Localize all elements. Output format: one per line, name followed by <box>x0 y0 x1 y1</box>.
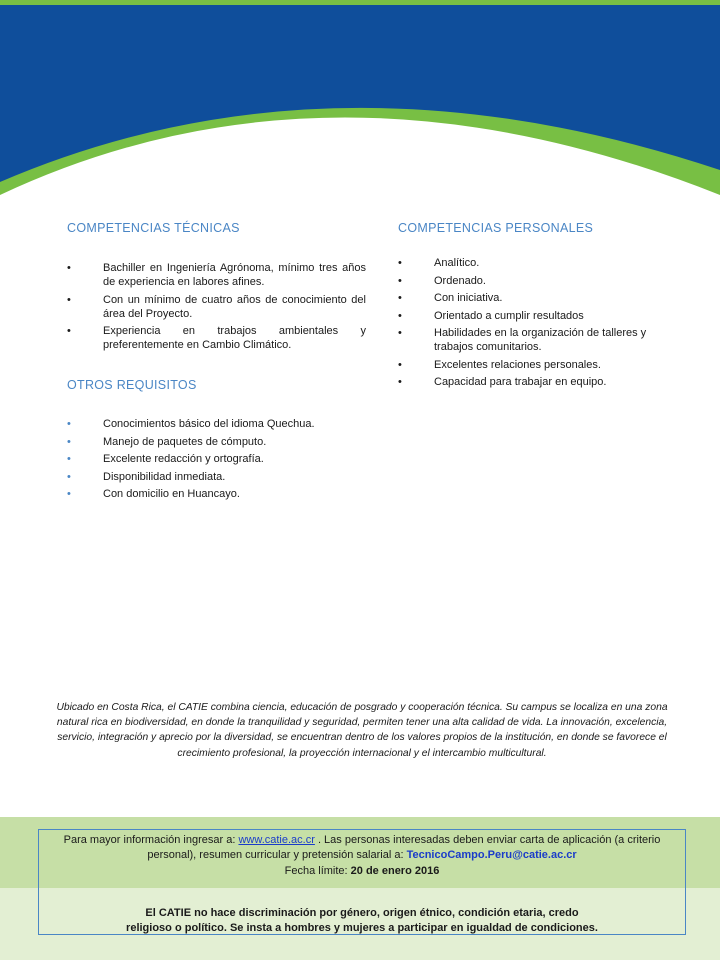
list-item: • Bachiller en Ingeniería Agrónoma, mínimo tres años de experiencia en labores afines. <box>67 262 366 288</box>
list-item: • Experiencia en trabajos ambientales y preferentemente en Cambio Climático. <box>67 325 366 351</box>
contact-info: Para mayor información ingresar a: www.catie.ac.cr . Las personas interesadas deben enviar carta de aplicación (a criterio personal), resumen curricular y pretensión salarial a: TecnicoCampo.Peru@catie.ac.cr Fecha límite: 20 de enero 2016 <box>63 834 661 877</box>
personales-list <box>398 256 678 393</box>
list-item: • Excelentes relaciones personales. <box>398 358 601 371</box>
footer-info-box <box>38 829 686 935</box>
email-address: TecnicoCampo.Peru@catie.ac.cr <box>406 849 577 862</box>
list-item: • Con iniciativa. <box>398 292 503 304</box>
list-item: • Disponibilidad inmediata. <box>67 470 226 483</box>
list-item: • Capacidad para trabajar en equipo. <box>398 376 607 388</box>
deadline-date: 20 de enero 2016 <box>350 864 440 877</box>
list-item: • Orientado a cumplir resultados <box>398 309 584 322</box>
list-item: • Habilidades en la organización de talleres y trabajos comunitarios. <box>398 327 647 353</box>
header-banner <box>0 0 720 210</box>
list-item: • Conocimientos básico del idioma Quechua. <box>67 418 315 430</box>
otros-list <box>67 417 367 505</box>
nondiscrimination-notice: El CATIE no hace discriminación por género, origen étnico, condición etaria, credo religioso o político. Se insta a hombres y mujeres a participar en igualdad de condiciones. <box>126 907 598 934</box>
list-item: • Ordenado. <box>398 274 486 287</box>
otros-title: OTROS REQUISITOS <box>67 378 197 392</box>
website-link[interactable]: www.catie.ac.cr <box>238 834 315 846</box>
list-item: • Excelente redacción y ortografía. <box>67 453 264 465</box>
about-catie-paragraph: Ubicado en Costa Rica, el CATIE combina ciencia, educación de posgrado y cooperación técnica. Su campus se localiza en una zona natural rica en biodiversidad, en donde la tranquilidad y seguridad, permiten tener una alta calidad de vida. La innovación, excelencia, servicio, integración y aprecio por la diversidad, se encuentran dentro de los valores propios de la institución, en donde se favorece el crecimiento profesional, la proyección internacional y el intercambio multicultural. <box>56 702 668 759</box>
list-item: • Con un mínimo de cuatro años de conocimiento del área del Proyecto. <box>67 293 366 320</box>
tecnicas-title: COMPETENCIAS TÉCNICAS <box>67 221 240 235</box>
list-item: • Con domicilio en Huancayo. <box>67 488 240 500</box>
personales-title: COMPETENCIAS PERSONALES <box>398 221 594 235</box>
tecnicas-list <box>67 261 366 356</box>
list-item: • Analítico. <box>398 257 480 269</box>
list-item: • Manejo de paquetes de cómputo. <box>67 435 267 448</box>
